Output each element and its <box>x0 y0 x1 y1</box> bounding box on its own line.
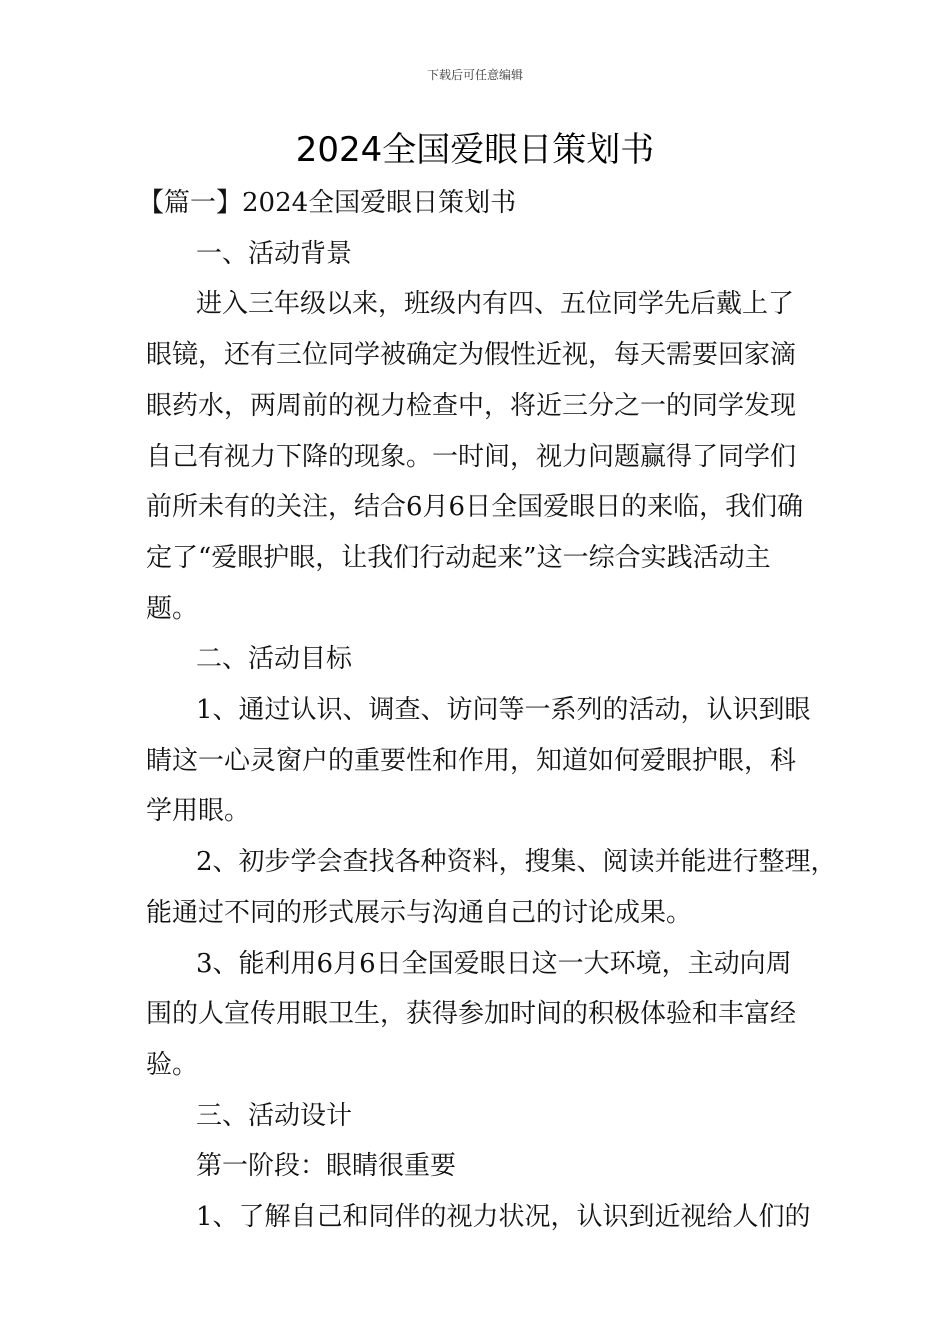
header-note: 下载后可任意编辑 <box>426 68 523 82</box>
text-line: 题。 <box>146 593 199 624</box>
text-line: 2、初步学会查找各种资料，搜集、阅读并能进行整理， <box>196 847 837 878</box>
text-line: 前所未有的关注，结合6月6日全国爱眼日的来临，我们确 <box>146 492 804 523</box>
text-line: 自己有视力下降的现象。一时间，视力问题赢得了同学们 <box>146 441 797 472</box>
text-line: 眼镜，还有三位同学被确定为假性近视，每天需要回家滴 <box>146 340 797 371</box>
page-title: 2024全国爱眼日策划书 <box>295 130 655 170</box>
text-line: 围的人宣传用眼卫生，获得参加时间的积极体验和丰富经 <box>146 999 797 1030</box>
text-line: 眼药水，两周前的视力检查中，将近三分之一的同学发现 <box>146 390 797 421</box>
text-line: 1、了解自己和同伴的视力状况，认识到近视给人们的 <box>196 1202 811 1233</box>
text-line: 能通过不同的形式展示与沟通自己的讨论成果。 <box>146 897 693 928</box>
text-line: 3、能利用6月6日全国爱眼日这一大环境，主动向周 <box>196 948 792 979</box>
text-line: 一、活动背景 <box>196 238 353 269</box>
text-line: 1、通过认识、调查、访问等一系列的活动，认识到眼 <box>196 695 811 726</box>
text-line: 三、活动设计 <box>196 1100 353 1131</box>
document-body <box>138 178 837 1243</box>
text-line: 睛这一心灵窗户的重要性和作用，知道如何爱眼护眼，科 <box>146 745 797 776</box>
paragraph-lines <box>146 229 837 1243</box>
section-heading: 【篇一】2024全国爱眼日策划书 <box>138 188 517 218</box>
text-line: 第一阶段：眼睛很重要 <box>196 1151 457 1182</box>
text-line: 定了“爱眼护眼，让我们行动起来”这一综合实践活动主 <box>146 542 771 573</box>
text-line: 二、活动目标 <box>196 644 353 675</box>
text-line: 学用眼。 <box>146 796 251 827</box>
text-line: 进入三年级以来，班级内有四、五位同学先后戴上了 <box>196 289 795 320</box>
text-line: 验。 <box>146 1049 199 1080</box>
